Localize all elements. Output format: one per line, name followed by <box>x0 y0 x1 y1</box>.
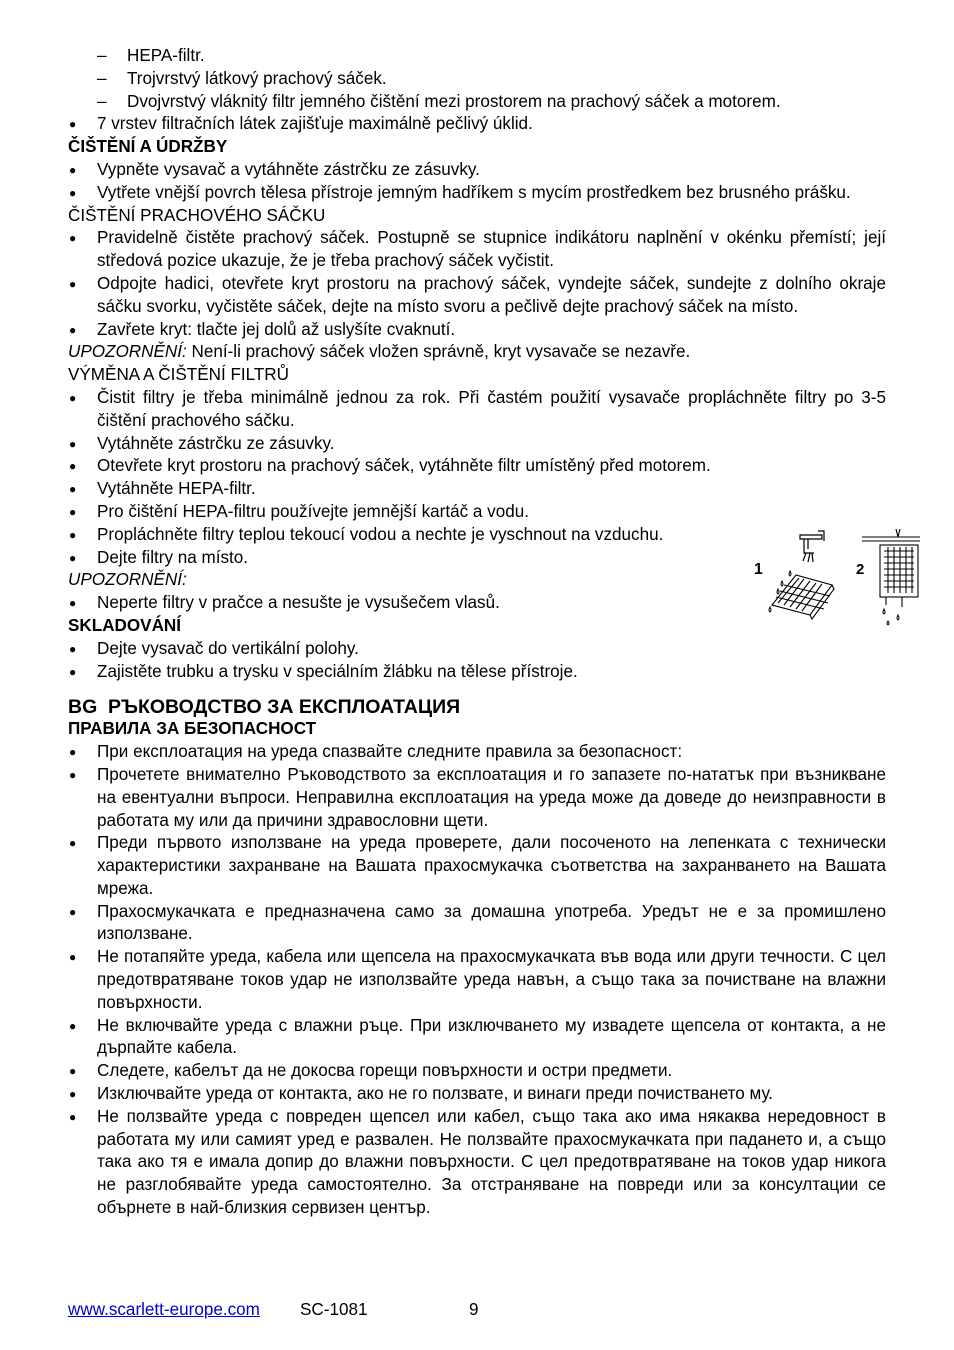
list-item: ● Прахосмукачката е предназначена само за домашна употреба. Уредът не е за промишлено използване. <box>69 901 886 944</box>
list-item: ● Zajistěte trubku a trysku v speciálním žlábku na tělese přístroje. <box>69 661 578 681</box>
list-item: ● Изключвайте уреда от контакта, ако не го ползвате, и винаги преди почистването му. <box>69 1084 774 1104</box>
language-code: BG <box>68 696 98 719</box>
figure-label-2: 2 <box>856 561 865 578</box>
list-item: ● 7 vrstev filtračních látek zajišťuje maximálně pečlivý úklid. <box>69 114 533 134</box>
list-item: – Trojvrstvý látkový prachový sáček. <box>97 68 387 88</box>
list-item: ● При експлоатация на уреда спазвайте следните правила за безопасност: <box>69 742 683 762</box>
list-item: ● Преди първото използване на уреда проверете, дали посоченото на лепенката с технически характеристики захранване на Вашата прахосмукачка съответства на захранването на Вашата мрежа. <box>69 833 886 898</box>
list-item: ● Pravidelně čistěte prachový sáček. Postupně se stupnice indikátoru naplnění v okénku přemístí; její středová pozice ukazuje, že je třeba prachový sáček vyčistit. <box>69 228 886 271</box>
section-heading: VÝMĚNA A ČIŠTĚNÍ FILTRŮ <box>68 365 289 385</box>
filter-cleaning-illustration <box>752 527 924 627</box>
section-heading: ČIŠTĚNÍ A ÚDRŽBY <box>68 137 228 157</box>
list-item: ● Propláchněte filtry teplou tekoucí vodou a nechte je vyschnout na vzduchu. <box>69 524 664 544</box>
list-item: ● Vypněte vysavač a vytáhněte zástrčku ze zásuvky. <box>69 159 480 179</box>
bg-section-title: BG РЪКОВОДСТВО ЗА ЕКСПЛОАТАЦИЯ <box>68 696 461 719</box>
page-number: 9 <box>469 1300 479 1319</box>
warning-label: UPOZORNĚNÍ: <box>68 342 187 362</box>
list-item: ● Odpojte hadici, otevřete kryt prostoru na prachový sáček, vyndejte sáček, sundejte z dolního okraje sáčku svorku, vyčistěte sáček, dejte na místo svoru a pečlivě dejte prachový sáček na místo. <box>69 273 886 316</box>
list-item: ● Dejte filtry na místo. <box>69 547 249 567</box>
list-item: ● Čistit filtry je třeba minimálně jednou za rok. Při častém použití vysavače propláchněte filtry po 3-5 čištění prachového sáčku. <box>69 387 886 430</box>
list-item: ● Не ползвайте уреда с повреден щепсел или кабел, също така ако има някаква нередовност в работата му или самият уред е развален. Не ползвайте прахосмукачката при падането и, а също така ако тя е имала допир до влажни повърхности. С цел предотвратяване на токов удар никога не разглобявайте уреда самостоятелно. За отстраняване на повреди или за консултации се обърнете в най-близкия сервизен център. <box>69 1106 886 1218</box>
list-item: ● Otevřete kryt prostoru na prachový sáček, vytáhněte filtr umístěný před motorem. <box>69 456 711 476</box>
dash-list <box>68 45 886 113</box>
model-number: SC-1081 <box>300 1300 368 1319</box>
list-item: ● Не включвайте уреда с влажни ръце. При изключването му извадете щепсела от контакта, а не дърпайте кабела. <box>69 1015 886 1058</box>
list-item: – HEPA-filtr. <box>97 46 205 65</box>
page-footer <box>68 1299 479 1321</box>
faucet-icon <box>800 531 824 562</box>
website-link[interactable]: www.scarlett-europe.com <box>68 1300 260 1319</box>
warning-label: UPOZORNĚNÍ: <box>68 570 187 590</box>
list-item: ● Прочетете внимателно Ръководството за експлоатация и го запазете по-нататък при възникване на евентуални въпроси. Неправилна експлоатация на уреда може да доведе до неизправности в работата му или да причини здравословни щети. <box>69 764 886 830</box>
dripping-drops-icon <box>883 609 899 625</box>
section-heading: ПРАВИЛА ЗА БЕЗОПАСНОСТ <box>68 719 317 739</box>
list-item: ● Vytáhněte zástrčku ze zásuvky. <box>69 433 335 453</box>
list-item: ● Neperte filtry v pračce a nesušte je vysušečem vlasů. <box>69 593 500 613</box>
section-heading: ČIŠTĚNÍ PRACHOVÉHO SÁČKU <box>68 205 326 225</box>
list-item: – Dvojvrstvý vláknitý filtr jemného čištění mezi prostorem na prachový sáček a motorem. <box>97 91 781 111</box>
list-item: ● Vytáhněte HEPA-filtr. <box>69 479 256 499</box>
list-item: ● Zavřete kryt: tlačte jej dolů až uslyšíte cvaknutí. <box>69 319 456 339</box>
section-heading: SKLADOVÁNÍ <box>68 615 182 635</box>
hanging-filter-icon <box>862 529 920 607</box>
list-item: ● Следете, кабелът да не докосва горещи повърхности и остри предмети. <box>69 1061 673 1081</box>
figure-label-1: 1 <box>754 561 763 578</box>
list-item: ● Dejte vysavač do vertikální polohy. <box>69 638 359 658</box>
list-item: ● Vytřete vnější povrch tělesa přístroje jemným hadříkem s mycím prostředkem bez brusného prášku. <box>69 182 851 202</box>
list-item: ● Не потапяйте уреда, кабела или щепсела на прахосмукачката във вода или други течности. С цел предотвратяване токов удар не използвайте уреда навън, а също така за почистване на влажни повърхности. <box>69 947 886 1012</box>
list-item: ● Pro čištění HEPA-filtru používejte jemnější kartáč a vodu. <box>69 501 529 521</box>
page-content <box>68 45 886 1220</box>
filter-washing-diagram <box>752 527 924 627</box>
warning-note: UPOZORNĚNÍ: Není-li prachový sáček vložen správně, kryt vysavače se nezavře. <box>68 342 691 362</box>
